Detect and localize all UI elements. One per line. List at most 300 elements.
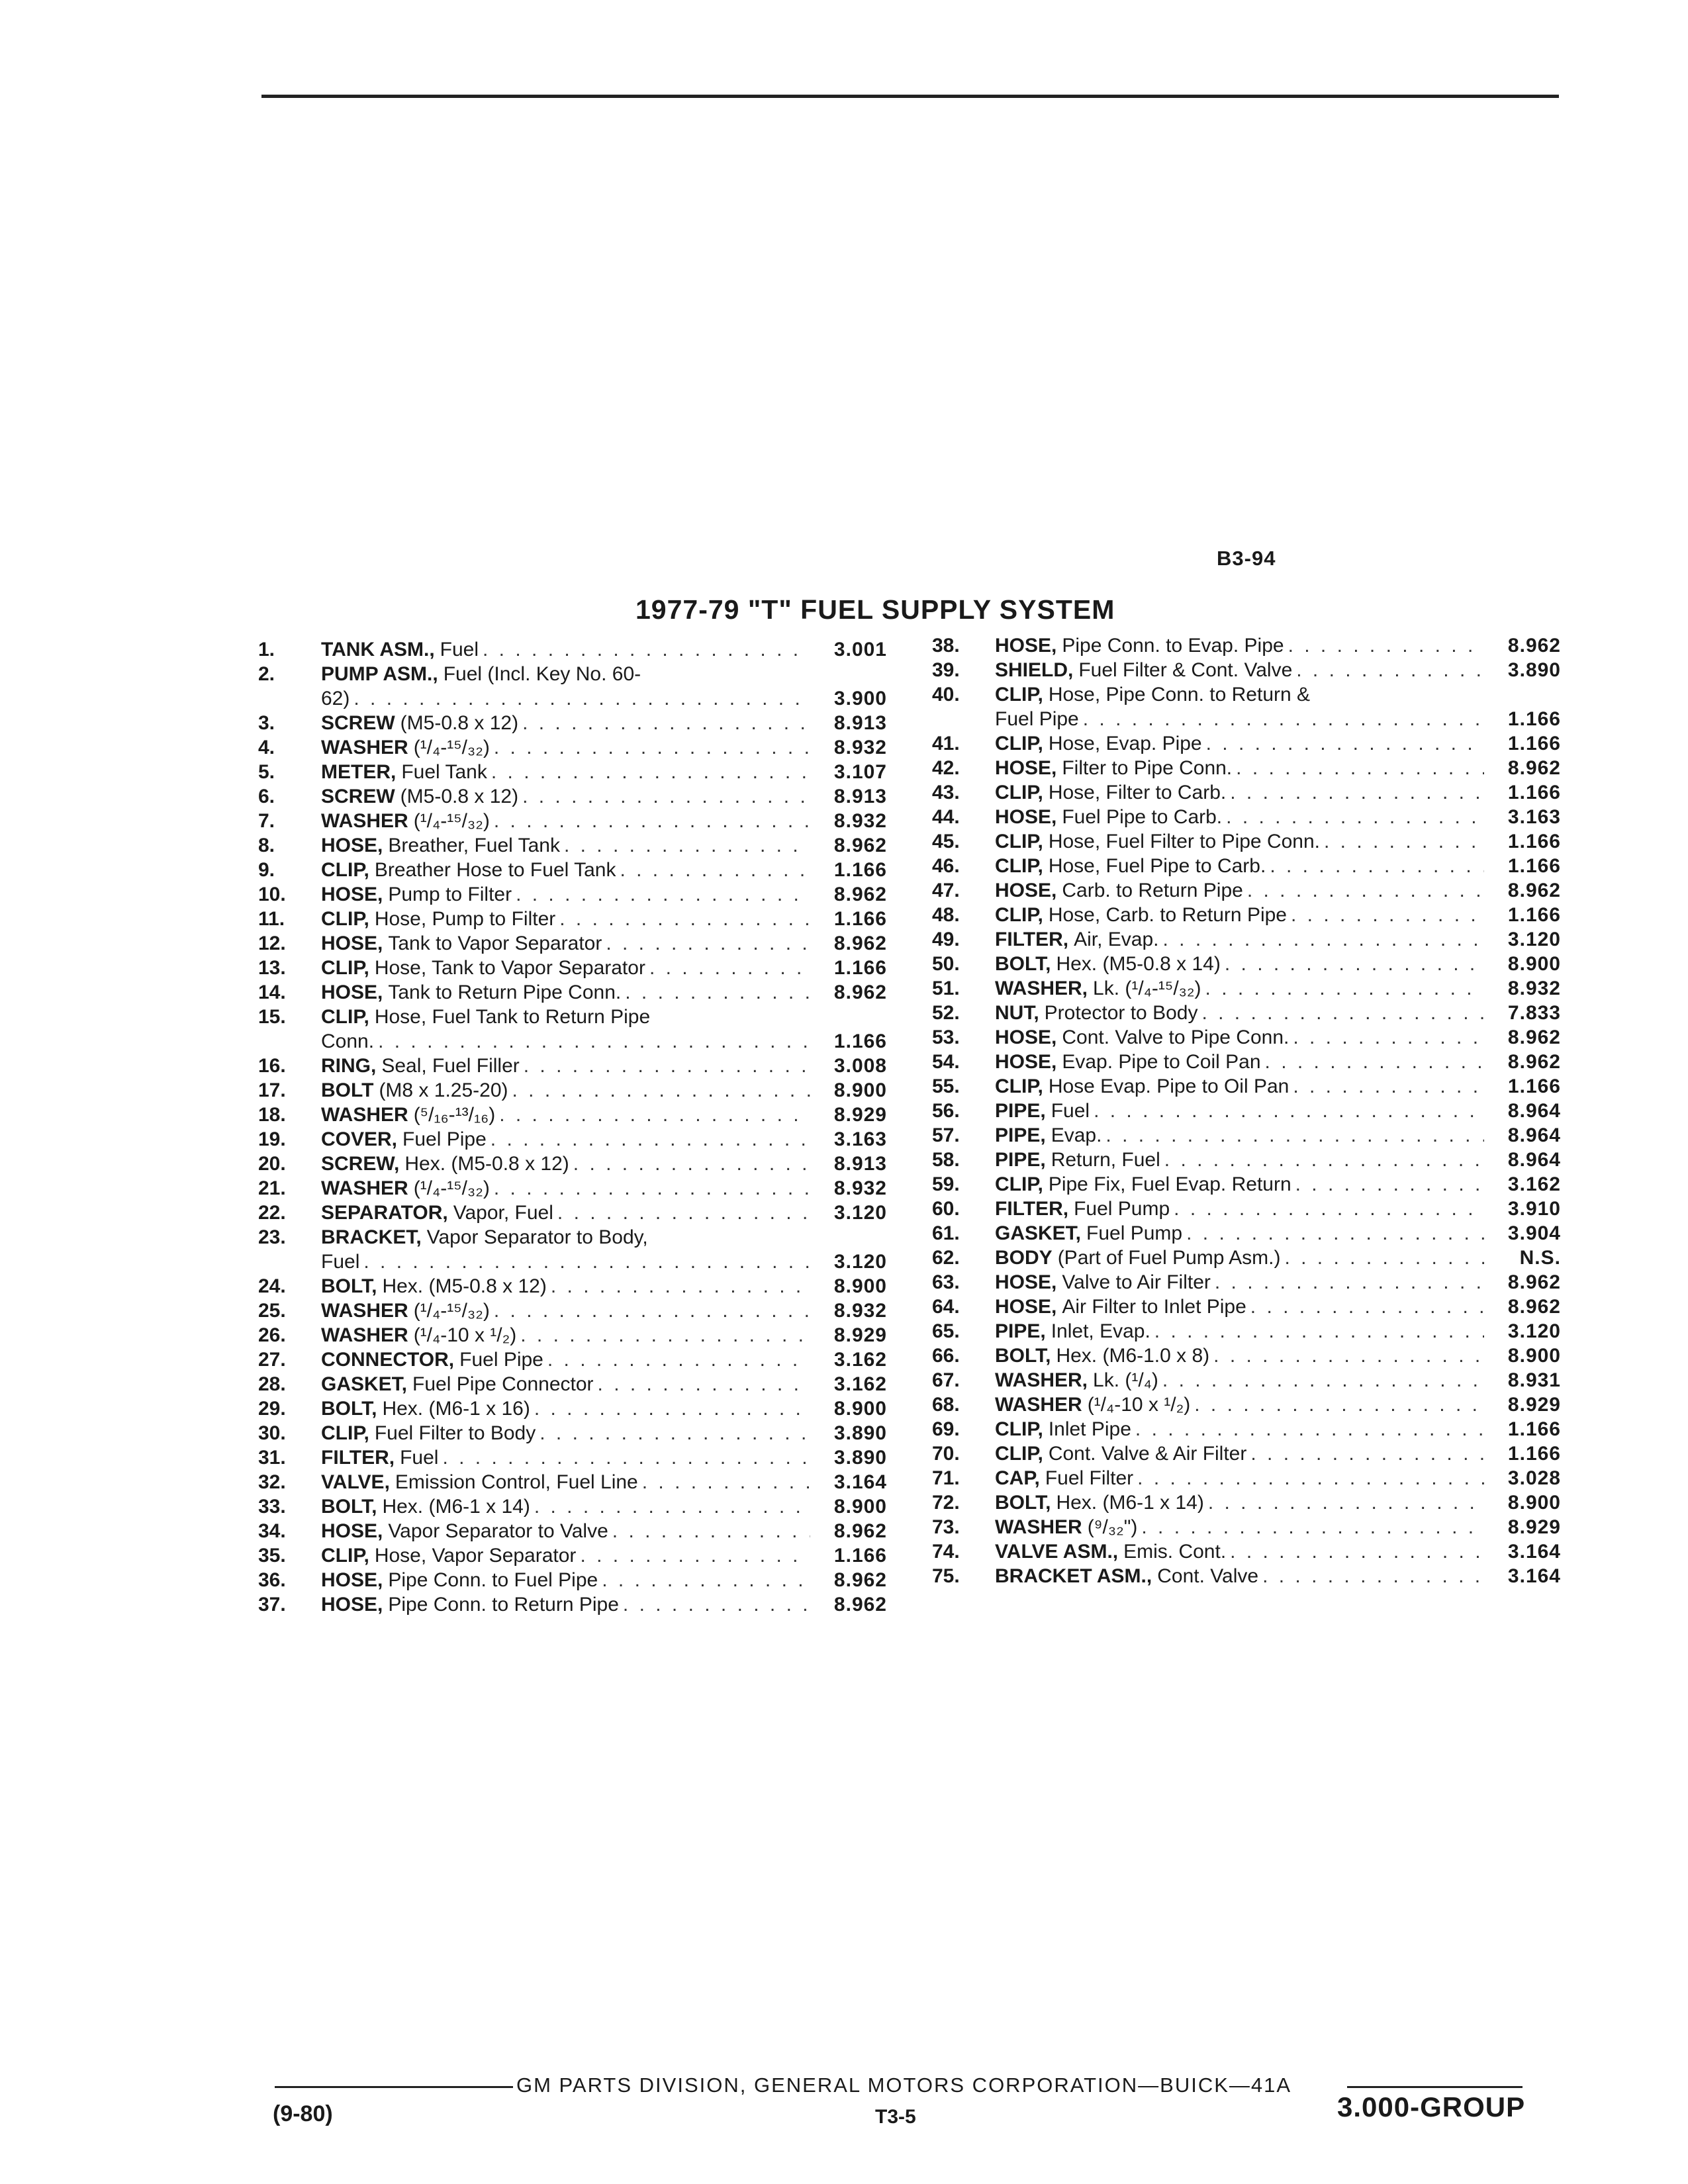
- part-group-code: 3.904: [1507, 1222, 1561, 1244]
- part-key-number: 60.: [932, 1198, 960, 1220]
- part-item: [932, 1295, 1561, 1319]
- part-key-number: 53.: [932, 1026, 960, 1048]
- dot-leader: [522, 784, 810, 809]
- part-name: CLIP,: [995, 782, 1043, 803]
- part-name: WASHER: [321, 1300, 408, 1322]
- part-description: [321, 1519, 814, 1543]
- part-item: [932, 1074, 1561, 1099]
- part-name: BODY: [995, 1247, 1053, 1269]
- part-group-code: 8.900: [833, 1079, 887, 1101]
- part-detail: Fuel: [440, 639, 479, 660]
- part-name: PIPE,: [995, 1100, 1046, 1122]
- part-key-number: 39.: [932, 659, 960, 681]
- part-key-number: 62.: [932, 1247, 960, 1269]
- part-description: [321, 1592, 814, 1617]
- part-key-number: 12.: [258, 933, 286, 954]
- part-detail: Fuel Filter to Body: [374, 1422, 536, 1444]
- dot-leader: [494, 735, 810, 760]
- part-detail: Carb. to Return Pipe: [1062, 880, 1243, 901]
- part-name: CLIP,: [995, 831, 1043, 852]
- part-group-code: 3.890: [1507, 659, 1561, 681]
- dot-leader: [1164, 1148, 1484, 1172]
- part-group-code: 1.166: [833, 957, 887, 979]
- parts-list-right: [932, 633, 1561, 1588]
- part-name: HOSE,: [995, 635, 1057, 657]
- part-group-code: 8.900: [1507, 1492, 1561, 1514]
- dot-leader: [491, 760, 810, 784]
- dot-leader: [1215, 1270, 1484, 1295]
- dot-leader: [557, 1201, 810, 1225]
- part-name: CLIP,: [995, 684, 1043, 705]
- part-name: WASHER,: [995, 978, 1088, 999]
- dot-leader: [1296, 658, 1484, 682]
- part-key-number: 3.: [258, 712, 275, 734]
- part-detail: (M5-0.8 x 12): [400, 786, 519, 807]
- part-description: [321, 784, 814, 809]
- dot-leader: [649, 956, 810, 980]
- part-group-code: 8.962: [833, 933, 887, 954]
- part-name: BOLT,: [995, 1345, 1051, 1367]
- part-group-code: N.S.: [1519, 1247, 1561, 1269]
- part-description: [321, 662, 814, 711]
- dot-leader: [1186, 1221, 1484, 1246]
- part-name: SHIELD,: [995, 659, 1074, 681]
- part-name: NUT,: [995, 1002, 1039, 1024]
- part-detail: Cont. Valve to Pipe Conn.: [1062, 1026, 1289, 1048]
- part-description: [321, 1543, 814, 1568]
- part-description: [995, 1417, 1488, 1441]
- part-item: [932, 1197, 1561, 1221]
- part-name: TANK ASM.,: [321, 639, 435, 660]
- part-item: [258, 1470, 887, 1494]
- dot-leader: [559, 907, 810, 931]
- part-detail: (M5-0.8 x 12): [400, 712, 519, 734]
- part-description: [995, 756, 1488, 780]
- part-description: [321, 980, 814, 1005]
- part-item: [258, 1078, 887, 1103]
- part-group-code: 8.931: [1507, 1369, 1561, 1391]
- part-item: [258, 1005, 887, 1054]
- part-item: [932, 1343, 1561, 1368]
- part-item: [932, 1564, 1561, 1588]
- part-group-code: 8.913: [833, 786, 887, 807]
- part-key-number: 11.: [258, 908, 285, 930]
- part-description: [321, 1103, 814, 1127]
- dot-leader: [602, 1568, 810, 1592]
- part-name: FILTER,: [321, 1447, 395, 1469]
- part-key-number: 35.: [258, 1545, 286, 1567]
- part-name: BRACKET,: [321, 1226, 422, 1248]
- part-key-number: 42.: [932, 757, 960, 779]
- part-item: [258, 1568, 887, 1592]
- part-detail: Fuel Filter & Cont. Valve: [1078, 659, 1293, 681]
- part-key-number: 37.: [258, 1594, 286, 1615]
- part-key-number: 48.: [932, 904, 960, 926]
- part-name: GASKET,: [995, 1222, 1082, 1244]
- part-detail: Hex. (M6-1.0 x 8): [1056, 1345, 1210, 1367]
- part-key-number: 44.: [932, 806, 960, 828]
- part-description: [995, 1001, 1488, 1025]
- part-detail: Hose Evap. Pipe to Oil Pan: [1048, 1075, 1289, 1097]
- part-name: WASHER: [321, 1324, 408, 1346]
- part-key-number: 54.: [932, 1051, 960, 1073]
- part-description: [995, 1172, 1488, 1197]
- part-description: [321, 1005, 814, 1054]
- part-group-code: 1.166: [1507, 733, 1561, 754]
- part-description: [321, 1078, 814, 1103]
- part-group-code: 1.166: [1507, 782, 1561, 803]
- part-key-number: 45.: [932, 831, 960, 852]
- part-item: [932, 780, 1561, 805]
- dot-leader: [516, 882, 810, 907]
- part-description: [321, 1152, 814, 1176]
- part-key-number: 7.: [258, 810, 275, 832]
- part-detail: (⁹/₃₂"): [1087, 1516, 1138, 1538]
- part-item: [258, 1543, 887, 1568]
- part-item: [932, 1148, 1561, 1172]
- part-name: CLIP,: [995, 904, 1043, 926]
- part-item: [932, 1001, 1561, 1025]
- part-name: HOSE,: [995, 806, 1057, 828]
- part-item: [932, 682, 1561, 731]
- dot-leader: [1291, 903, 1484, 927]
- dot-leader: [1162, 1368, 1484, 1392]
- dot-leader: [580, 1543, 810, 1568]
- dot-leader: [1250, 1295, 1484, 1319]
- dot-leader: [1194, 1392, 1484, 1417]
- part-name: WASHER: [995, 1516, 1082, 1538]
- part-detail: Vapor Separator to Valve: [388, 1520, 608, 1542]
- part-description: [321, 1445, 814, 1470]
- part-description: [321, 1176, 814, 1201]
- part-group-code: 1.166: [1507, 708, 1561, 730]
- part-detail: Hose, Fuel Tank to Return Pipe: [374, 1006, 651, 1028]
- part-description: [995, 1099, 1488, 1123]
- part-detail: (Part of Fuel Pump Asm.): [1057, 1247, 1281, 1269]
- dot-leader: [1137, 1466, 1484, 1490]
- part-key-number: 6.: [258, 786, 275, 807]
- part-key-number: 14.: [258, 981, 286, 1003]
- part-name: HOSE,: [321, 884, 383, 905]
- part-item: [258, 735, 887, 760]
- part-item: [932, 1319, 1561, 1343]
- part-description: [321, 1054, 814, 1078]
- part-key-number: 29.: [258, 1398, 286, 1420]
- part-name: WASHER,: [995, 1369, 1088, 1391]
- part-group-code: 3.162: [833, 1349, 887, 1371]
- part-item: [932, 829, 1561, 854]
- part-description: [321, 931, 814, 956]
- dot-leader: [573, 1152, 810, 1176]
- part-detail: Fuel Pipe: [459, 1349, 543, 1371]
- part-group-code: 3.164: [833, 1471, 887, 1493]
- dot-leader: [606, 931, 810, 956]
- part-detail: Pipe Conn. to Fuel Pipe: [388, 1569, 598, 1591]
- part-item: [258, 1323, 887, 1347]
- dot-leader: [1206, 731, 1484, 756]
- dot-leader: [494, 809, 810, 833]
- part-name: SCREW: [321, 712, 395, 734]
- part-item: [258, 907, 887, 931]
- dot-leader: [499, 1103, 810, 1127]
- part-name: VALVE,: [321, 1471, 390, 1493]
- part-description: [995, 1490, 1488, 1515]
- part-name: METER,: [321, 761, 397, 783]
- part-description: [995, 976, 1488, 1001]
- part-key-number: 71.: [932, 1467, 960, 1489]
- part-group-code: 1.166: [833, 859, 887, 881]
- dot-leader: [1230, 1539, 1484, 1564]
- part-name: HOSE,: [321, 933, 383, 954]
- part-group-code: 3.008: [833, 1055, 887, 1077]
- part-name: COVER,: [321, 1128, 398, 1150]
- part-description: [995, 1515, 1488, 1539]
- part-description: [321, 711, 814, 735]
- part-description: [995, 1197, 1488, 1221]
- dot-leader: [1135, 1417, 1484, 1441]
- part-group-code: 3.120: [1507, 1320, 1561, 1342]
- part-group-code: 8.962: [833, 1594, 887, 1615]
- part-detail: Pump to Filter: [388, 884, 512, 905]
- part-description: [995, 854, 1488, 878]
- part-description: [995, 1295, 1488, 1319]
- part-group-code: 1.166: [1507, 831, 1561, 852]
- part-description: [321, 1274, 814, 1298]
- part-item: [258, 1347, 887, 1372]
- part-name: BOLT,: [321, 1496, 377, 1518]
- part-detail: Lk. (¹/₄-¹⁵/₃₂): [1093, 978, 1201, 999]
- dot-leader: [564, 833, 810, 858]
- part-description: [995, 1221, 1488, 1246]
- part-key-number: 70.: [932, 1443, 960, 1465]
- part-detail: Vapor Separator to Body,: [426, 1226, 648, 1248]
- part-item: [932, 1539, 1561, 1564]
- part-description: [321, 1347, 814, 1372]
- part-item: [932, 976, 1561, 1001]
- part-detail: Fuel: [400, 1447, 439, 1469]
- part-key-number: 10.: [258, 884, 286, 905]
- dot-leader: [642, 1470, 810, 1494]
- dot-leader: [1295, 1172, 1484, 1197]
- dot-leader: [1141, 1515, 1484, 1539]
- dot-leader: [1083, 707, 1484, 731]
- part-detail: (⁵/₁₆-¹³/₁₆): [413, 1104, 496, 1126]
- part-key-number: 51.: [932, 978, 960, 999]
- part-item: [932, 854, 1561, 878]
- part-detail: Air Filter to Inlet Pipe: [1062, 1296, 1246, 1318]
- part-group-code: 8.929: [1507, 1394, 1561, 1416]
- part-group-code: 8.962: [1507, 1026, 1561, 1048]
- part-item: [258, 784, 887, 809]
- part-group-code: 8.929: [1507, 1516, 1561, 1538]
- part-description: [995, 1392, 1488, 1417]
- part-detail: Pipe Conn. to Evap. Pipe: [1062, 635, 1284, 657]
- part-name: SEPARATOR,: [321, 1202, 448, 1224]
- part-description: [321, 1225, 814, 1274]
- part-key-number: 68.: [932, 1394, 960, 1416]
- dot-leader: [547, 1347, 810, 1372]
- part-key-number: 26.: [258, 1324, 286, 1346]
- part-detail: Hose, Vapor Separator: [374, 1545, 577, 1567]
- part-detail: Hex. (M6-1 x 14): [1056, 1492, 1204, 1514]
- part-detail: Hose, Carb. to Return Pipe: [1048, 904, 1287, 926]
- part-group-code: 7.833: [1507, 1002, 1561, 1024]
- part-detail: Hose, Fuel Pipe to Carb.: [1048, 855, 1266, 877]
- part-name: CLIP,: [995, 1075, 1043, 1097]
- part-group-code: 3.001: [833, 639, 887, 660]
- part-description: [995, 1368, 1488, 1392]
- dot-leader: [1230, 780, 1484, 805]
- part-group-code: 8.913: [833, 1153, 887, 1175]
- page-title: 1977-79 "T" FUEL SUPPLY SYSTEM: [635, 594, 1115, 625]
- part-group-code: 8.964: [1507, 1149, 1561, 1171]
- part-item: [932, 1099, 1561, 1123]
- part-key-number: 74.: [932, 1541, 960, 1563]
- part-key-number: 38.: [932, 635, 960, 657]
- part-detail: Protector to Body: [1044, 1002, 1198, 1024]
- dot-leader: [1213, 1343, 1484, 1368]
- part-description: [995, 1148, 1488, 1172]
- part-description: [321, 1494, 814, 1519]
- part-name: BOLT,: [995, 953, 1051, 975]
- dot-leader: [1270, 854, 1484, 878]
- part-name: WASHER: [321, 810, 408, 832]
- part-description: [321, 882, 814, 907]
- part-name: HOSE,: [321, 835, 383, 856]
- part-group-code: 3.120: [833, 1251, 887, 1273]
- part-detail: Filter to Pipe Conn.: [1062, 757, 1233, 779]
- part-item: [258, 858, 887, 882]
- part-key-number: 21.: [258, 1177, 286, 1199]
- footer-rule-left: [275, 2086, 513, 2088]
- dot-leader: [512, 1078, 810, 1103]
- dot-leader: [1225, 952, 1484, 976]
- part-description: [995, 829, 1488, 854]
- part-name: CLIP,: [995, 1443, 1043, 1465]
- part-description: [321, 1127, 814, 1152]
- part-item: [258, 956, 887, 980]
- part-item: [258, 711, 887, 735]
- dot-leader: [442, 1445, 810, 1470]
- part-item: [932, 756, 1561, 780]
- dot-leader: [1163, 927, 1485, 952]
- part-key-number: 36.: [258, 1569, 286, 1591]
- part-detail: Hex. (M5-0.8 x 14): [1056, 953, 1221, 975]
- dot-leader: [1247, 878, 1484, 903]
- dot-leader: [1105, 1123, 1484, 1148]
- part-description: [321, 907, 814, 931]
- dot-leader: [1262, 1564, 1484, 1588]
- part-group-code: 8.900: [833, 1398, 887, 1420]
- part-name: SCREW,: [321, 1153, 400, 1175]
- part-description: [995, 658, 1488, 682]
- part-description: [321, 760, 814, 784]
- part-name: HOSE,: [995, 1051, 1057, 1073]
- part-key-number: 15.: [258, 1006, 286, 1028]
- part-detail: Evap.: [1051, 1124, 1102, 1146]
- part-item: [258, 809, 887, 833]
- part-name: BOLT: [321, 1079, 374, 1101]
- footer-rule-right: [1347, 2086, 1523, 2088]
- part-detail: Seal, Fuel Filler: [381, 1055, 520, 1077]
- dot-leader: [1154, 1319, 1484, 1343]
- part-key-number: 25.: [258, 1300, 286, 1322]
- part-name: CLIP,: [321, 1006, 369, 1028]
- part-name: HOSE,: [995, 1026, 1057, 1048]
- dot-leader: [625, 980, 810, 1005]
- part-key-number: 18.: [258, 1104, 286, 1126]
- part-description: [321, 1568, 814, 1592]
- part-description: [321, 858, 814, 882]
- part-group-code: 3.900: [833, 688, 887, 709]
- part-group-code: 1.166: [1507, 1075, 1561, 1097]
- part-key-number: 19.: [258, 1128, 286, 1150]
- parts-list-left: [258, 637, 887, 1617]
- part-group-code: 1.166: [833, 1030, 887, 1052]
- dot-leader: [534, 1494, 810, 1519]
- part-group-code: 8.929: [833, 1104, 887, 1126]
- part-detail-continued: Fuel Pipe: [995, 708, 1079, 730]
- part-item: [258, 1519, 887, 1543]
- dot-leader: [520, 1323, 810, 1347]
- part-key-number: 64.: [932, 1296, 960, 1318]
- part-name: FILTER,: [995, 1198, 1069, 1220]
- part-detail: (¹/₄-¹⁵/₃₂): [413, 1177, 490, 1199]
- part-item: [258, 1445, 887, 1470]
- dot-leader: [623, 1592, 810, 1617]
- part-detail: Breather, Fuel Tank: [388, 835, 560, 856]
- part-description: [995, 903, 1488, 927]
- part-detail: Fuel Pump: [1086, 1222, 1183, 1244]
- part-group-code: 8.932: [833, 1300, 887, 1322]
- part-name: PIPE,: [995, 1149, 1046, 1171]
- part-key-number: 28.: [258, 1373, 286, 1395]
- part-item: [932, 633, 1561, 658]
- part-name: SCREW: [321, 786, 395, 807]
- dot-leader: [494, 1298, 810, 1323]
- part-detail: (¹/₄-10 x ¹/₂): [1087, 1394, 1191, 1416]
- part-detail: Fuel Pump: [1074, 1198, 1170, 1220]
- part-group-code: 8.913: [833, 712, 887, 734]
- part-group-code: 3.120: [1507, 929, 1561, 950]
- part-item: [932, 878, 1561, 903]
- part-key-number: 58.: [932, 1149, 960, 1171]
- part-description: [321, 1372, 814, 1396]
- footer-page-number: T3-5: [875, 2106, 916, 2128]
- part-name: HOSE,: [995, 880, 1057, 901]
- part-key-number: 67.: [932, 1369, 960, 1391]
- part-group-code: 8.932: [833, 810, 887, 832]
- part-group-code: 8.900: [833, 1275, 887, 1297]
- part-key-number: 34.: [258, 1520, 286, 1542]
- part-group-code: 3.890: [833, 1422, 887, 1444]
- part-group-code: 3.163: [1507, 806, 1561, 828]
- dot-leader: [1284, 1246, 1484, 1270]
- part-item: [258, 662, 887, 711]
- part-group-code: 8.900: [1507, 1345, 1561, 1367]
- part-group-code: 8.932: [833, 737, 887, 758]
- part-group-code: 8.962: [833, 1520, 887, 1542]
- dot-leader: [539, 1421, 810, 1445]
- part-name: HOSE,: [995, 1271, 1057, 1293]
- part-item: [932, 952, 1561, 976]
- part-item: [932, 1368, 1561, 1392]
- part-name: WASHER: [995, 1394, 1082, 1416]
- part-name: HOSE,: [321, 1569, 383, 1591]
- part-detail-continued: Fuel: [321, 1251, 360, 1273]
- part-detail: (¹/₄-10 x ¹/₂): [413, 1324, 517, 1346]
- part-name: CLIP,: [321, 859, 369, 881]
